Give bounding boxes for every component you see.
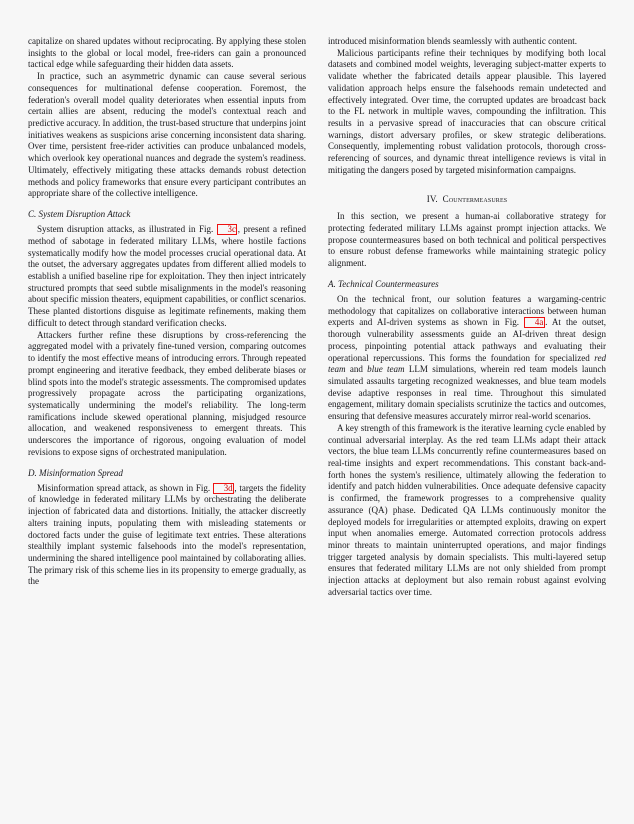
subsection-heading-a: A. Technical Countermeasures bbox=[328, 278, 439, 289]
subsection-heading-c: C. System Disruption Attack bbox=[28, 209, 131, 220]
paragraph: System disruption attacks, as illustrated in Fig. 3c , present a refined method of sabotage in federated military LLMs, where hostile factions systematically modify how the model processes crucial operational data. At the outset, the adversary aggregates updates from different allied models to establish a unified baseline ripe for exploitation. They then inject intricately structured prompts that seed subtle misalignments in the model's reasoning about specific mission theaters, equipment capabilities, or conflict scenarios. These planted distortions disguise as legitimate refinements, making them difficult to detect through standard verification checks. bbox=[28, 224, 306, 328]
paragraph: Attackers further refine these disruptions by cross-referencing the aggregated model with a privately fine-tuned version, comparing outcomes to identify the most effective means of introducing errors. Through repeated prompt engineering and iterative feedback, they embed deliberate biases or blind spots into the model's strategic assessments. The compromised updates progressively propagate across the participating organizations, systematically undermining the model's reliability. The long-term ramifications include skewed operational planning, misjudged resource allocation, and weakened responsiveness to emergent threats. This underscores the importance of rigorous, ongoing evaluation of model revisions to expose signs of orchestrated manipulation. bbox=[28, 329, 306, 457]
paragraph: In this section, we present a human-ai collaborative strategy for protecting federated military LLMs against prompt injection attacks. We propose countermeasures based on both technical and political perspectives to ensure robust defense frameworks while maintaining strategic policy alignment. bbox=[328, 211, 606, 269]
right-column bbox=[328, 36, 606, 599]
paragraph: In practice, such an asymmetric dynamic can cause several serious consequences for multinational defense cooperation. Foremost, the federation's overall model quality deteriorates when essential inputs from certain allies are absent, reducing the model's contextual reach and predictive accuracy. In addition, the trust-based structure that underpins joint initiatives weakens as suspicions arise concerning inconsistent data sharing. Over time, persistent free-rider activities can produce unbalanced models, which overlook key operational nuances and degrade the system's readiness. Ultimately, effectively mitigating these attacks demands robust detection methods and policy frameworks that ensure every participant contributes an appropriate share of the collective intelligence. bbox=[28, 71, 307, 199]
paragraph: introduced misinformation blends seamlessly with authentic content. bbox=[328, 36, 577, 46]
section-title: Countermeasures bbox=[442, 193, 508, 204]
figure-reference-link[interactable]: 3d bbox=[213, 483, 234, 494]
figure-reference-link[interactable]: 3c bbox=[217, 224, 237, 235]
paragraph: Misinformation spread attack, as shown in Fig. 3d , targets the fidelity of knowledge in federated military LLMs by orchestrating the deliberate injection of fabricated data and distortions. Initially, the attacker discreetly alters training inputs, populating them with misleading statements or doctored facts under the guise of legitimate text entries. These alterations stealthily implant systemic falsehoods into the model's representation, undermining the shared intelligence pool maintained by collaborating allies. The primary risk of this scheme lies in its propensity to emerge gradually, as the bbox=[28, 482, 307, 587]
two-column-body bbox=[28, 36, 606, 599]
figure-reference-link[interactable]: 4a bbox=[524, 317, 544, 328]
paragraph: capitalize on shared updates without reciprocating. By applying these stolen insights to the global or local model, free-riders can gain a pronounced tactical edge while safeguarding their hidden data assets. bbox=[28, 36, 306, 70]
subsection-heading-d: D. Misinformation Spread bbox=[28, 467, 123, 478]
paragraph: A key strength of this framework is the iterative learning cycle enabled by continual adversarial interplay. As the red team LLMs adapt their attack vectors, the blue team LLMs concurrently refine countermeasures based on real-time insights and expert recommendations. This constant back-and-forth hones the system's resilience, ultimately allowing the federation to identify and patch hidden vulnerabilities. Once adequate defensive capacity is confirmed, the framework progresses to a comprehensive quality assurance (QA) phase. Dedicated QA LLMs continuously monitor the deployed models for irregularities or attempted exploits, drawing on expert input when anomalies emerge. Automated correction protocols address minor threats to maintain uninterrupted operations, and major findings trigger targeted analysis by domain specialists. This multi-layered setup ensures that federated military LLMs are not only shielded from prompt injection attacks at deployment but also remain robust against evolving adversarial tactics over time. bbox=[328, 422, 606, 597]
section-numeral: IV. bbox=[426, 193, 438, 204]
left-column bbox=[28, 36, 306, 588]
paragraph: On the technical front, our solution features a wargaming-centric methodology that capitalizes on collaborative interactions between human experts and AI-driven systems as shown in Fig. 4a . At the outset, thorough vulnerability assessments guide an AI-driven threat design process, pinpointing potential attack pathways and evaluating their operational repercussions. This forms the foundation for specialized red team and blue team LLM simulations, wherein red team models launch simulated assaults targeting recognized weaknesses, and blue team models devise adaptive responses in real time. Throughout this simulated engagement, military domain specialists scrutinize the tactics and outcomes, ensuring that defensive measures accurately mirror real-world scenarios. bbox=[328, 293, 606, 422]
emphasis-text: red team bbox=[328, 352, 606, 375]
paragraph: Malicious participants refine their techniques by modifying both local datasets and combined model weights, leveraging subject-matter experts to validate whether the fabricated details appear plausible. This layered validation approach helps ensure the falsehoods remain undetected and effectively integrated. Over time, the corrupted updates are broadcast back to the FL network in multiple waves, compounding the infiltration. This results in a pervasive spread of inaccuracies that can obscure critical warnings, distort adversary profiles, or skew strategic deliberations. Consequently, implementing robust validation protocols, thorough cross-referencing of sources, and dynamic threat intelligence reviews is vital in mitigating the dangers posed by targeted misinformation campaigns. bbox=[328, 47, 606, 175]
section-heading-iv bbox=[328, 194, 606, 206]
emphasis-text: blue team bbox=[367, 364, 405, 375]
